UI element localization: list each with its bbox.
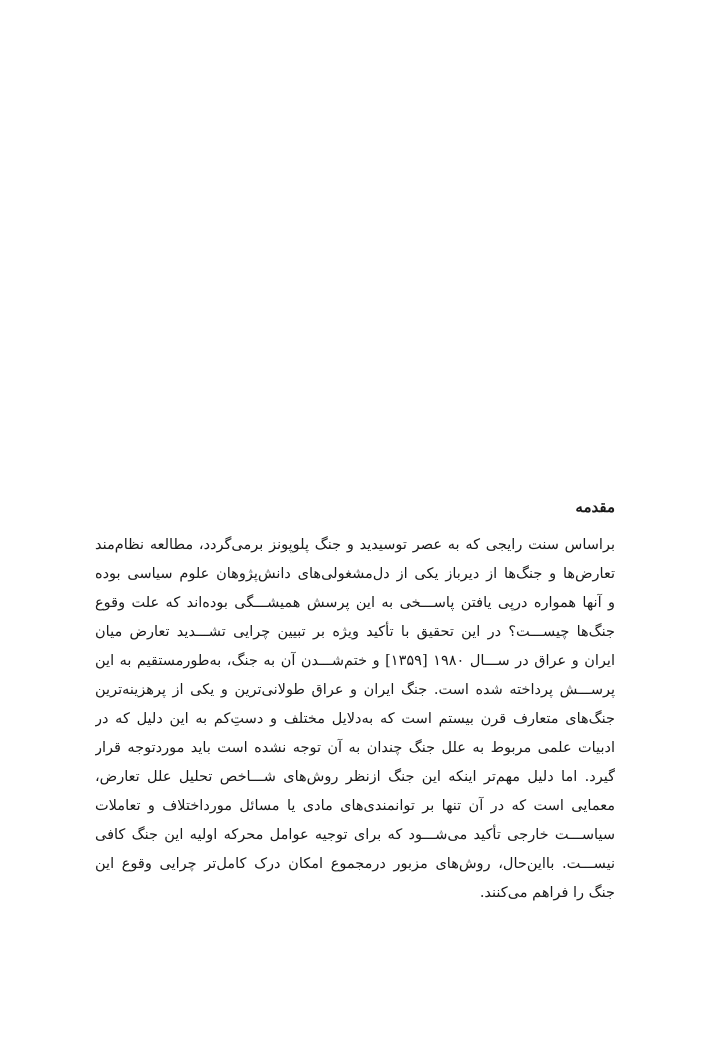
paragraph-line: معمایی است که در آن تنها بر توانمندی‌های مادی یا مسائل مورداختلاف و تعاملات — [95, 798, 615, 814]
paragraph-line: گیرد. اما دلیل مهم‌تر اینکه این جنگ ازنظر روش‌های شـــاخص تحلیل علل تعارض، — [95, 769, 615, 785]
paragraph-line: براساس سنت رایجی که به عصر توسیدید و جنگ پلوپونز برمی‌گردد، مطالعه نظام‌مند — [95, 537, 615, 553]
paragraph-line: و آنها همواره درپی یافتن پاســـخی به این پرسش همیشـــگی بوده‌اند که علت وقوع — [95, 595, 615, 611]
section-heading: مقدمه — [575, 498, 615, 516]
paragraph-line: جنگ را فراهم می‌کنند. — [479, 885, 615, 901]
document-body — [95, 497, 615, 908]
paragraph-line: ایران و عراق در ســـال ۱۹۸۰ [۱۳۵۹] و ختم‌شـــدن آن به جنگ، به‌طورمستقیم به این — [95, 653, 615, 669]
paragraph-line: پرســـش پرداخته شده است. جنگ ایران و عراق طولانی‌ترین و یکی از پرهزینه‌ترین — [95, 682, 615, 698]
paragraph-line: تعارض‌ها و جنگ‌ها از دیرباز یکی از دل‌مشغولی‌های دانش‌پژوهان علوم سیاسی بوده — [95, 566, 615, 582]
paragraph-line: نیســـت. بااین‌حال، روش‌های مزبور درمجموع امکان درک کامل‌تر چرایی وقوع این — [95, 856, 615, 872]
paragraph-line: جنگ‌های متعارف قرن بیستم است که به‌دلایل مختلف و دستِ‌کم به این دلیل که در — [95, 711, 615, 727]
paragraph-line: سیاســـت خارجی تأکید می‌شـــود که برای توجیه عوامل محرکه اولیه این جنگ کافی — [95, 827, 615, 843]
paragraph-line: ادبیات علمی مربوط به علل جنگ چندان به آن توجه نشده است باید موردتوجه قرار — [95, 740, 615, 756]
paragraph-line: جنگ‌ها چیســـت؟ در این تحقیق با تأکید ویژه بر تبیین چرایی تشـــدید تعارض میان — [95, 624, 615, 640]
